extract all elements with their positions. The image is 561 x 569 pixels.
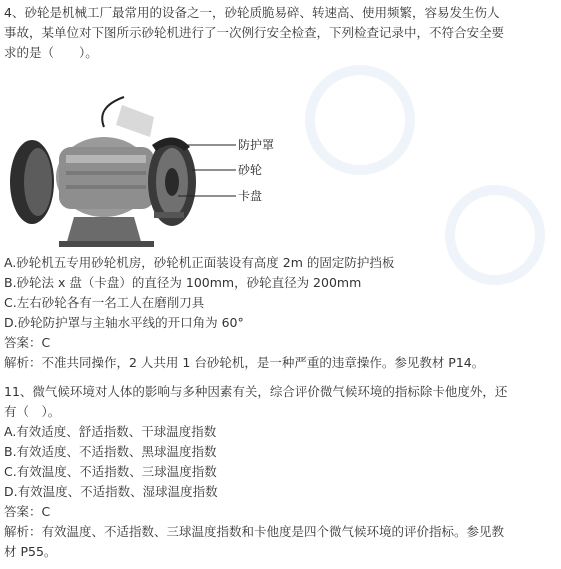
q4-analysis: 解析：不准共同操作，2 人共用 1 台砂轮机，是一种严重的违章操作。参见教材 P14。 [4, 355, 485, 370]
q4-stem-line-2: 事故，某单位对下图所示砂轮机进行了一次例行安全检查，下列检查记录中，不符合安全要 [4, 25, 505, 40]
q4-stem-line-1: 4、砂轮是机械工厂最常用的设备之一，砂轮质脆易碎、转速高、使用频繁，容易发生伤人 [4, 5, 500, 20]
q11-option-c: C.有效温度、不适指数、三球温度指数 [4, 464, 217, 479]
q11-analysis-line-1: 解析：有效温度、不适指数、三球温度指数和卡他度是四个微气候环境的评价指标。参见教 [4, 524, 505, 539]
q4-option-a: A.砂轮机五专用砂轮机房，砂轮机正面装设有高度 2m 的固定防护挡板 [4, 255, 395, 270]
label-wheel: 砂轮 [238, 163, 263, 177]
q11-stem-line-2: 有（ ）。 [4, 404, 61, 419]
grinder-illustration [4, 67, 304, 249]
q4-option-c: C.左右砂轮各有一名工人在磨削刀具 [4, 295, 205, 310]
q4-option-b: B.砂轮法 x 盘（卡盘）的直径为 100mm，砂轮直径为 200mm [4, 275, 362, 290]
question-11 [4, 382, 556, 562]
label-guard: 防护罩 [238, 138, 275, 152]
q11-stem-line-1: 11、微气候环境对人体的影响与多种因素有关，综合评价微气候环境的指标除卡他度外，还 [4, 384, 508, 399]
q11-option-b: B.有效适度、不适指数、黑球温度指数 [4, 444, 217, 459]
q11-answer: 答案：C [4, 504, 51, 519]
q11-analysis-line-2: 材 P55。 [4, 544, 57, 559]
q4-answer: 答案：C [4, 335, 51, 350]
label-chuck: 卡盘 [238, 189, 263, 203]
q11-option-d: D.有效温度、不适指数、湿球温度指数 [4, 484, 218, 499]
document [4, 3, 556, 562]
q4-stem-line-3: 求的是（ ）。 [4, 45, 98, 60]
question-4 [4, 3, 556, 373]
q4-option-d: D.砂轮防护罩与主轴水平线的开口角为 60° [4, 315, 244, 330]
grinder-figure [4, 67, 556, 249]
q11-option-a: A.有效适度、舒适指数、干球温度指数 [4, 424, 217, 439]
